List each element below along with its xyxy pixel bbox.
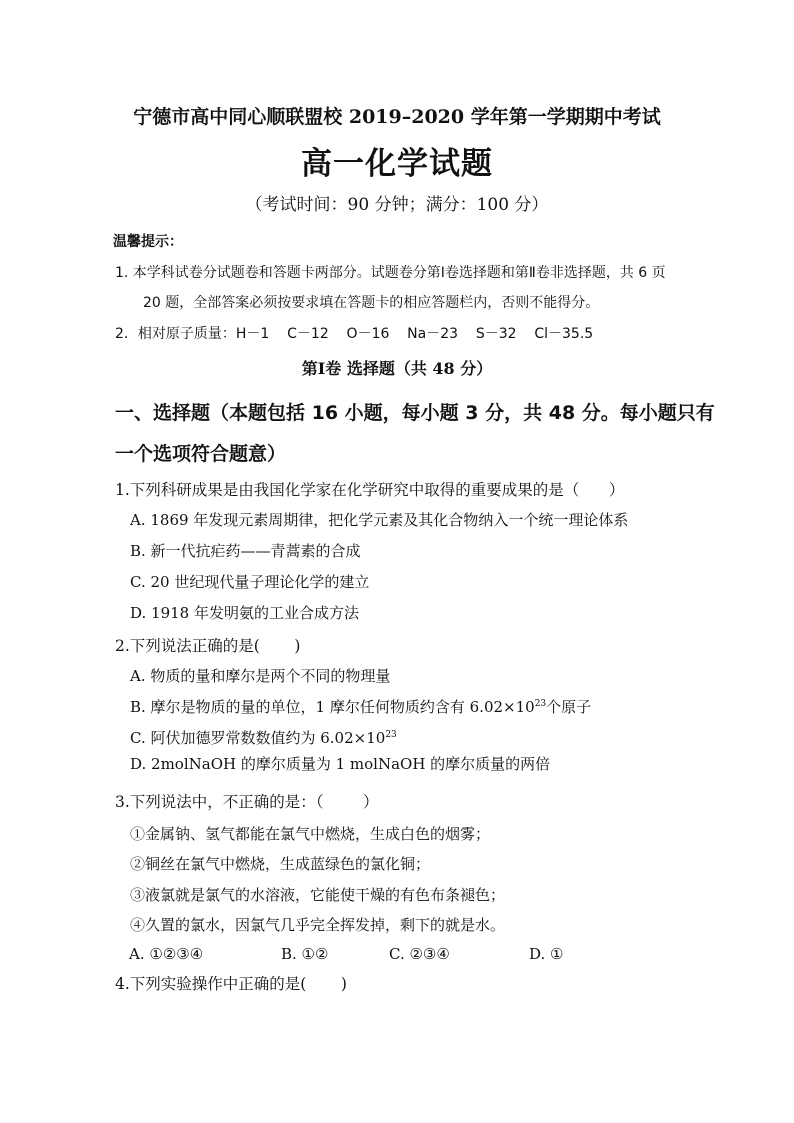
question-2-option-b: B. 摩尔是物质的量的单位，1 摩尔任何物质约含有 $6.02\times 10^{23}$个原子: [130, 698, 592, 716]
question-1-option-c: C. 20 世纪现代量子理论化学的建立: [130, 573, 370, 591]
tip-item-2-atomic-masses: 2．相对原子质量：H－1 C－12 O－16 Na－23 S－32 Cl－35.5: [115, 326, 594, 342]
question-3-statement-1: ①金属钠、氢气都能在氯气中燃烧，生成白色的烟雾；: [130, 825, 491, 843]
question-3-statement-4: ④久置的氯水，因氯气几乎完全挥发掉，剩下的就是水。: [130, 916, 506, 934]
question-3-statement-3: ③液氯就是氯气的水溶液，它能使干燥的有色布条褪色；: [130, 886, 506, 904]
school-exam-line: 宁德市高中同心顺联盟校 2019–2020 学年第一学期期中考试: [133, 106, 661, 128]
question-1-option-b: B. 新一代抗疟药——青蒿素的合成: [130, 542, 361, 560]
question-3-option-c: C. ②③④: [389, 945, 450, 963]
question-2-option-d: D. 2molNaOH 的摩尔质量为 1 molNaOH 的摩尔质量的两倍: [130, 755, 551, 773]
question-3-option-a: A. ①②③④: [129, 945, 204, 963]
section-intro: 一、选择题（本题包括 16 小题，每小题 3 分，共 48 分。每小题只有: [115, 402, 715, 424]
question-2-option-a: A. 物质的量和摩尔是两个不同的物理量: [130, 667, 391, 685]
question-2-stem: 2.下列说法正确的是( ): [115, 637, 301, 655]
tip-item-1-cont: 20 题，全部答案必须按要求填在答题卡的相应答题栏内，否则不能得分。: [143, 295, 600, 311]
question-4-stem: 4.下列实验操作中正确的是( ): [115, 975, 347, 993]
question-1-stem: 1.下列科研成果是由我国化学家在化学研究中取得的重要成果的是（ ）: [115, 481, 625, 499]
question-3-stem: 3.下列说法中，不正确的是：（ ）: [115, 793, 379, 811]
question-1-option-a: A. 1869 年发现元素周期律，把化学元素及其化合物纳入一个统一理论体系: [130, 511, 629, 529]
question-1-option-d: D. 1918 年发明氨的工业合成方法: [130, 604, 359, 622]
question-3-option-b: B. ①②: [281, 945, 329, 963]
section-heading: 第Ⅰ卷 选择题（共 48 分）: [301, 359, 493, 378]
question-3-statement-2: ②铜丝在氯气中燃烧，生成蓝绿色的氯化铜；: [130, 855, 431, 873]
tips-heading: 温馨提示：: [113, 234, 183, 250]
question-3-options: [129, 945, 563, 963]
question-2-option-c: C. 阿伏加德罗常数数值约为 $6.02\times 10^{23}$: [130, 729, 397, 747]
section-intro-cont: 一个选项符合题意）: [115, 443, 287, 465]
question-3-option-d: D. ①: [529, 945, 564, 963]
tip-item-1: 1. 本学科试卷分试题卷和答题卡两部分。试题卷分第Ⅰ卷选择题和第Ⅱ卷非选择题，共 6 页: [115, 265, 666, 281]
page-title: 高一化学试题: [301, 146, 493, 182]
exam-info: （考试时间：90 分钟；满分：100 分）: [245, 195, 549, 215]
